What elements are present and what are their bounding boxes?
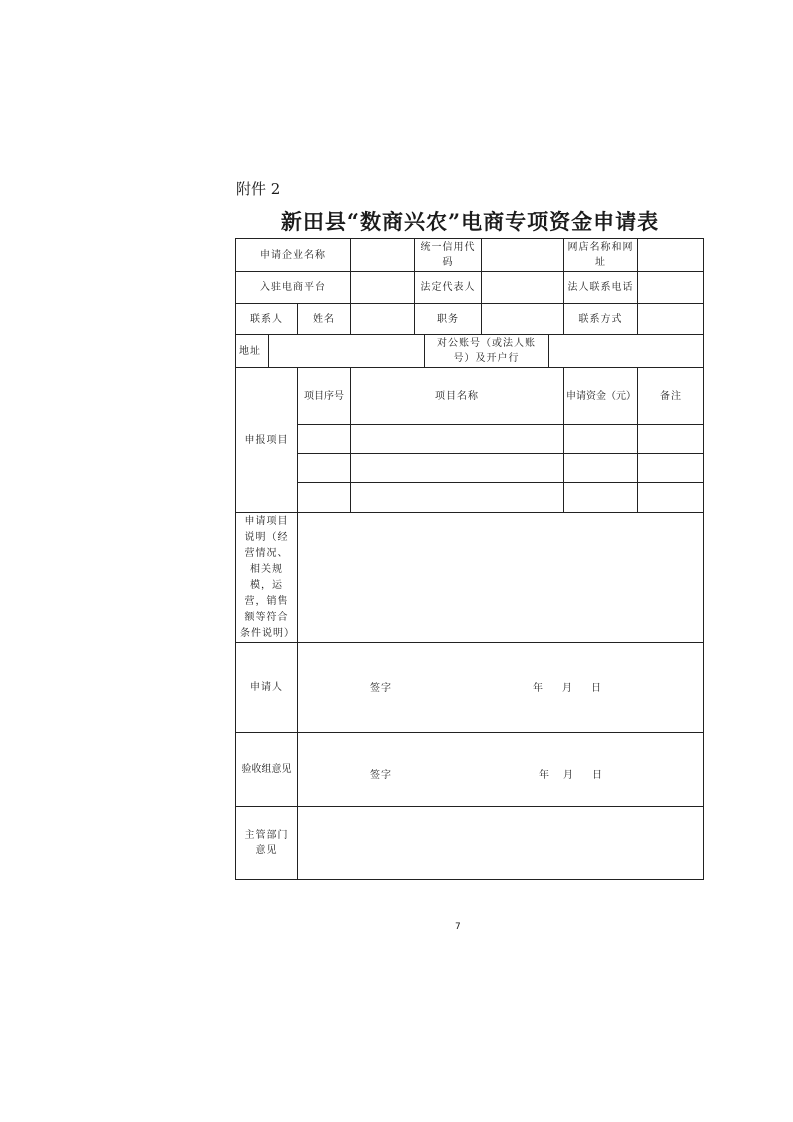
description-label: 申请项目说明（经营情况、相关规模，运营，销售额等符合条件说明） xyxy=(240,515,295,639)
column-line xyxy=(637,238,638,334)
row-line xyxy=(235,512,704,513)
row-line xyxy=(297,482,704,483)
department-label: 主管部门意见 xyxy=(244,830,289,856)
remarks-header: 备注 xyxy=(660,390,682,402)
company-name-label: 申请企业名称 xyxy=(260,249,326,261)
acceptance-label: 验收组意见 xyxy=(241,764,292,775)
column-line xyxy=(481,238,482,334)
column-line xyxy=(350,238,351,334)
platform-label: 入驻电商平台 xyxy=(260,282,326,293)
project-number-header: 项目序号 xyxy=(304,390,344,402)
applicant-label: 申请人 xyxy=(250,682,283,693)
acceptance-day-label: 日 xyxy=(592,770,603,781)
applicant-day-label: 日 xyxy=(591,683,602,694)
row-line xyxy=(235,732,704,733)
applicant-month-label: 月 xyxy=(562,683,573,694)
row-line xyxy=(297,424,704,425)
row-line xyxy=(297,453,704,454)
form-title: 新田县“数商兴农”电商专项资金申请表 xyxy=(280,209,660,234)
column-line xyxy=(548,334,549,367)
position-label: 职务 xyxy=(437,313,459,325)
shop-name-label: 网店名称和网址 xyxy=(567,242,634,268)
attachment-label: 附件 2 xyxy=(236,180,281,198)
acceptance-year-label: 年 xyxy=(539,770,550,781)
projects-label: 申报项目 xyxy=(244,434,289,446)
legal-phone-label: 法人联系电话 xyxy=(567,282,634,293)
applicant-year-label: 年 xyxy=(533,683,544,694)
column-line xyxy=(268,334,269,367)
account-label: 对公账号（或法人账号）及开户行 xyxy=(437,338,536,364)
acceptance-month-label: 月 xyxy=(563,770,574,781)
legal-rep-label: 法定代表人 xyxy=(420,282,476,293)
page-number: 7 xyxy=(455,922,461,932)
row-line xyxy=(235,642,704,643)
acceptance-sign-label: 签字 xyxy=(370,770,392,781)
project-name-header: 项目名称 xyxy=(435,390,479,402)
row-line xyxy=(235,806,704,807)
requested-funds-header: 申请资金（元） xyxy=(566,390,636,402)
name-label: 姓名 xyxy=(313,313,335,325)
column-line xyxy=(297,512,298,880)
address-label: 地址 xyxy=(239,345,261,357)
contact-method-label: 联系方式 xyxy=(578,313,623,325)
applicant-sign-label: 签字 xyxy=(370,683,392,694)
credit-code-label: 统一信用代码 xyxy=(420,242,476,268)
contact-label: 联系人 xyxy=(250,313,283,325)
